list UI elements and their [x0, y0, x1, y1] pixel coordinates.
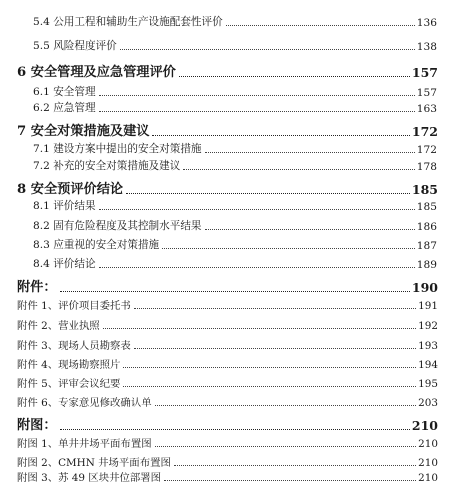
- toc-entry: [33, 237, 437, 252]
- toc-entry: [33, 256, 437, 271]
- toc-appendix-entry: [17, 375, 438, 390]
- toc-entry-page: 178: [416, 161, 437, 173]
- toc-chapter-entry: [17, 178, 438, 197]
- toc-entry-page: 172: [416, 144, 437, 156]
- toc-appendix-entry: [17, 337, 438, 352]
- toc-figures-heading-page: 210: [411, 418, 438, 433]
- dot-leader: [126, 193, 410, 194]
- toc-chapter-page: 172: [411, 124, 438, 139]
- dot-leader: [60, 291, 410, 292]
- toc-appendix-page: 192: [418, 320, 438, 332]
- toc-appendix-label: 附件 4、现场勘察照片: [17, 359, 121, 371]
- toc-entry: [33, 141, 437, 156]
- toc-figure-page: 210: [418, 457, 438, 469]
- dot-leader: [60, 429, 410, 430]
- dot-leader: [123, 386, 416, 387]
- dot-leader: [152, 135, 409, 136]
- dot-leader: [174, 465, 416, 466]
- toc-chapter-page: 157: [411, 65, 438, 80]
- toc-entry-page: 186: [416, 221, 437, 233]
- toc-appendix-label: 附件 5、评审会议纪要: [17, 378, 121, 390]
- toc-entry-label: 5.4 公用工程和辅助生产设施配套性评价: [33, 16, 223, 28]
- dot-leader: [183, 169, 414, 170]
- dot-leader: [103, 328, 417, 329]
- toc-appendix-entry: [17, 356, 438, 371]
- toc-figure-entry: [17, 469, 438, 484]
- toc-chapter-entry: [17, 61, 438, 80]
- dot-leader: [164, 480, 416, 481]
- toc-appendix-heading-page: 190: [411, 280, 438, 295]
- toc-entry-label: 6.1 安全管理: [33, 86, 96, 98]
- toc-chapter-label: 7 安全对策措施及建议: [17, 124, 150, 139]
- toc-chapter-page: 185: [411, 182, 438, 197]
- toc-appendix-page: 194: [418, 359, 438, 371]
- toc-figure-entry: [17, 435, 438, 450]
- toc-appendix-heading: [17, 276, 438, 295]
- toc-figure-entry: [17, 454, 438, 469]
- dot-leader: [162, 248, 415, 249]
- toc-figure-label: 附图 2、CMHN 井场平面布置图: [17, 457, 171, 469]
- toc-appendix-page: 193: [418, 340, 438, 352]
- toc-figure-page: 210: [418, 472, 438, 484]
- toc-chapter-label: 8 安全预评价结论: [17, 182, 124, 197]
- dot-leader: [120, 49, 415, 50]
- dot-leader: [134, 308, 416, 309]
- toc-entry-page: 189: [416, 259, 437, 271]
- toc-entry-label: 8.2 固有危险程度及其控制水平结果: [33, 220, 202, 232]
- toc-appendix-label: 附件 6、专家意见修改确认单: [17, 397, 152, 409]
- dot-leader: [99, 267, 415, 268]
- toc-figure-label: 附图 3、苏 49 区块井位部署图: [17, 472, 162, 484]
- toc-entry-label: 8.4 评价结论: [33, 258, 96, 270]
- dot-leader: [99, 209, 415, 210]
- toc-appendix-label: 附件 3、现场人员勘察表: [17, 340, 131, 352]
- toc-appendix-label: 附件 2、营业执照: [17, 320, 100, 332]
- toc-entry-label: 5.5 风险程度评价: [33, 40, 117, 52]
- toc-entry-page: 138: [416, 41, 437, 53]
- toc-entry: [33, 218, 437, 233]
- dot-leader: [155, 446, 417, 447]
- toc-appendix-entry: [17, 317, 438, 332]
- toc-entry: [33, 100, 437, 115]
- toc-figures-heading: [17, 414, 438, 433]
- dot-leader: [226, 25, 415, 26]
- dot-leader: [134, 348, 416, 349]
- toc-appendix-label: 附件 1、评价项目委托书: [17, 300, 131, 312]
- toc-entry: [33, 158, 437, 173]
- toc-chapter-label: 6 安全管理及应急管理评价: [17, 65, 176, 80]
- toc-appendix-page: 195: [418, 378, 438, 390]
- toc-entry-label: 7.1 建设方案中提出的安全对策措施: [33, 143, 202, 155]
- toc-entry: [33, 84, 437, 99]
- toc-appendix-entry: [17, 297, 438, 312]
- toc-appendix-page: 191: [418, 300, 438, 312]
- toc-figures-heading-label: 附图：: [17, 418, 57, 433]
- dot-leader: [99, 95, 415, 96]
- toc-entry-label: 7.2 补充的安全对策措施及建议: [33, 160, 181, 172]
- dot-leader: [99, 111, 415, 112]
- toc-entry-page: 157: [416, 87, 437, 99]
- toc-entry: [33, 198, 437, 213]
- toc-entry-page: 187: [416, 240, 437, 252]
- toc-chapter-entry: [17, 120, 438, 139]
- toc-entry-page: 185: [416, 201, 437, 213]
- dot-leader: [205, 152, 415, 153]
- toc-entry-label: 8.1 评价结果: [33, 200, 96, 212]
- toc-entry-label: 6.2 应急管理: [33, 102, 96, 114]
- toc-entry-page: 163: [416, 103, 437, 115]
- toc-appendix-entry: [17, 394, 438, 409]
- toc-appendix-heading-label: 附件：: [17, 280, 57, 295]
- toc-entry-label: 8.3 应重视的安全对策措施: [33, 239, 160, 251]
- toc-entry: [33, 38, 437, 53]
- toc-figure-page: 210: [418, 438, 438, 450]
- toc-appendix-page: 203: [418, 397, 438, 409]
- toc-entry-page: 136: [416, 17, 437, 29]
- dot-leader: [155, 405, 417, 406]
- toc-entry: [33, 14, 437, 29]
- dot-leader: [205, 229, 415, 230]
- dot-leader: [179, 76, 410, 77]
- dot-leader: [123, 367, 416, 368]
- toc-figure-label: 附图 1、单井井场平面布置图: [17, 438, 152, 450]
